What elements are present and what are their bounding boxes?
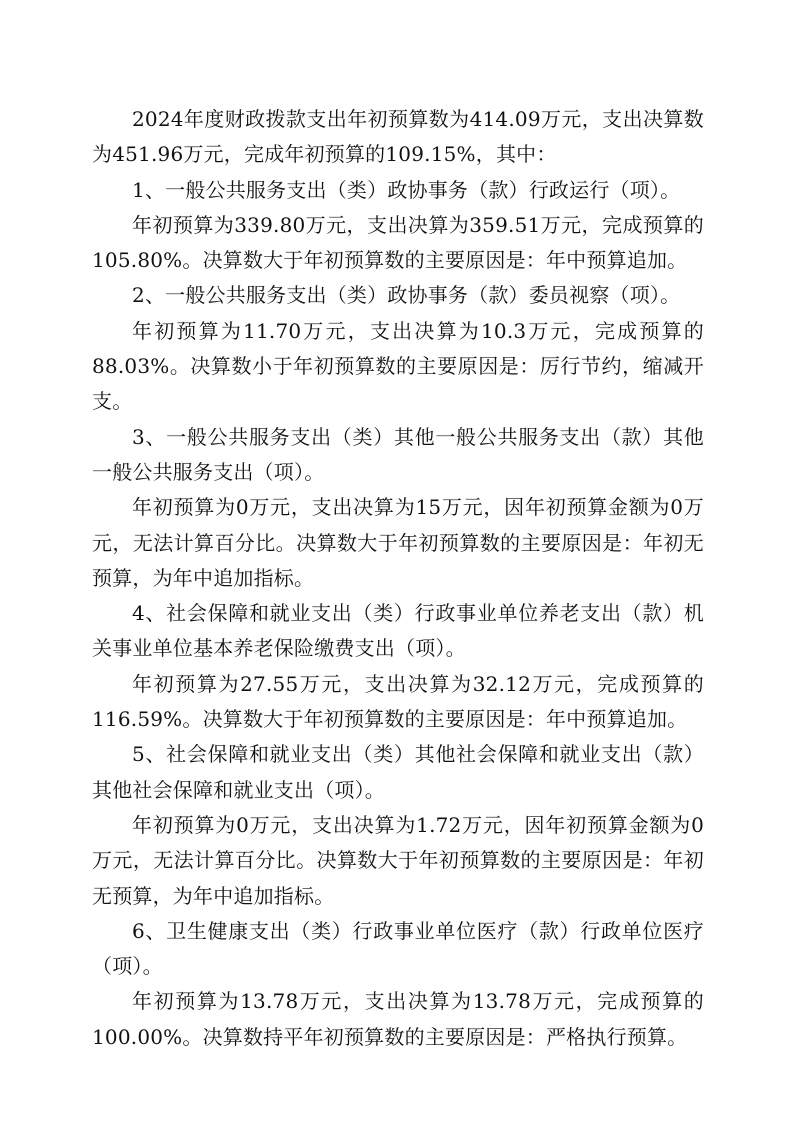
item-6-heading: 6、卫生健康支出（类）行政事业单位医疗（款）行政单位医疗（项）。: [92, 918, 704, 979]
item-5-detail: 年初预算为0万元，支出决算为1.72万元，因年初预算金额为0万元，无法计算百分比。决算数大于年初预算数的主要原因是：年初无预算，为年中追加指标。: [92, 812, 704, 908]
summary-paragraph: 2024年度财政拨款支出年初预算数为414.09万元，支出决算数为451.96万元，完成年初预算的109.15%，其中：: [92, 107, 704, 167]
item-2-detail: 年初预算为11.70万元，支出决算为10.3万元，完成预算的88.03%。决算数小于年初预算数的主要原因是：厉行节约，缩减开支。: [92, 318, 704, 414]
item-2-heading: 2、一般公共服务支出（类）政协事务（款）委员视察（项）。: [132, 283, 681, 308]
document-body: [92, 102, 704, 1055]
item-4-heading: 4、社会保障和就业支出（类）行政事业单位养老支出（款）机关事业单位基本养老保险缴费支出（项）。: [92, 601, 704, 661]
item-4-detail: 年初预算为27.55万元，支出决算为32.12万元，完成预算的116.59%。决算数大于年初预算数的主要原因是：年中预算追加。: [92, 671, 704, 732]
item-5-heading: 5、社会保障和就业支出（类）其他社会保障和就业支出（款）其他社会保障和就业支出（项）。: [92, 742, 704, 802]
item-1-detail: 年初预算为339.80万元，支出决算为359.51万元，完成预算的105.80%。决算数大于年初预算数的主要原因是：年中预算追加。: [92, 212, 704, 273]
item-1-heading: 1、一般公共服务支出（类）政协事务（款）行政运行（项）。: [132, 177, 681, 202]
item-3-detail: 年初预算为0万元，支出决算为15万元，因年初预算金额为0万元，无法计算百分比。决算数大于年初预算数的主要原因是：年初无预算，为年中追加指标。: [92, 495, 704, 590]
item-3-heading: 3、一般公共服务支出（类）其他一般公共服务支出（款）其他一般公共服务支出（项）。: [92, 424, 704, 484]
item-6-detail: 年初预算为13.78万元，支出决算为13.78万元，完成预算的100.00%。决算数持平年初预算数的主要原因是：严格执行预算。: [92, 989, 704, 1049]
